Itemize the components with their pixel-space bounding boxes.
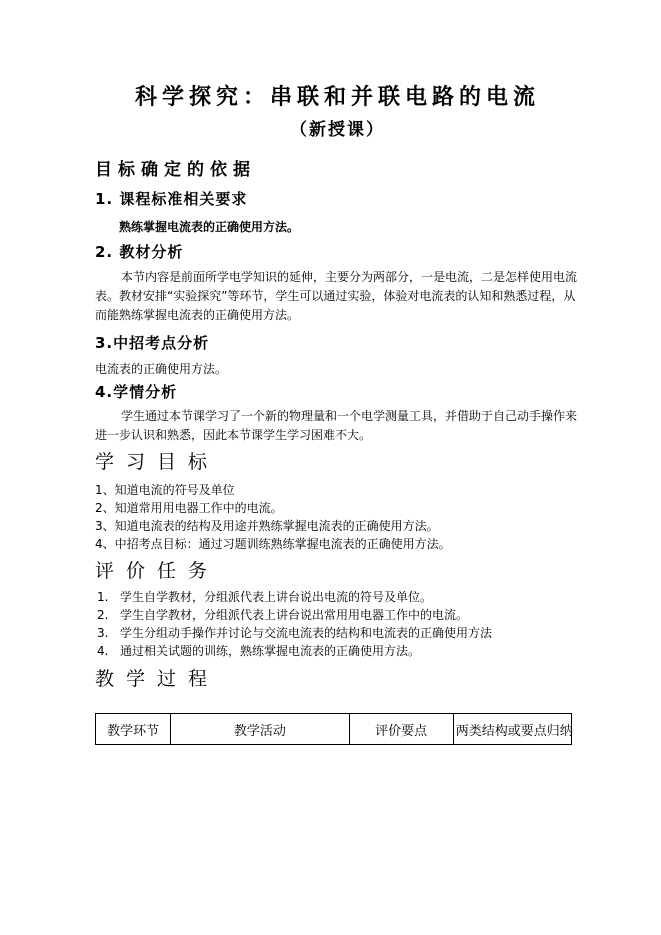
eval-item-text: 学生分组动手操作并讨论与交流电流表的结构和电流表的正确使用方法 [120, 626, 493, 640]
eval-item [95, 606, 580, 624]
document-title: 科学探究：串联和并联电路的电流 [134, 84, 540, 110]
document-subtitle: （新授课） [290, 120, 385, 140]
heading-material-analysis: 2. 教材分析 [95, 243, 184, 261]
eval-item-text: 学生自学教材，分组派代表上讲台说出常用用电器工作中的电流。 [120, 608, 469, 622]
learning-goals-list [95, 481, 580, 553]
teaching-process-table [95, 713, 572, 745]
eval-item-text: 通过相关试题的训练，熟练掌握电流表的正确使用方法。 [120, 644, 421, 658]
eval-item-number: 1. [97, 590, 109, 604]
table-header-row [96, 714, 572, 745]
heading-teaching-process: 教学过程 [95, 668, 220, 690]
eval-item-number: 2. [97, 608, 109, 622]
eval-item [95, 624, 580, 642]
evaluation-tasks-list [95, 588, 580, 660]
exam-point-body: 电流表的正确使用方法。 [95, 362, 228, 376]
table-header-teaching-step: 教学环节 [96, 714, 171, 745]
heading-curriculum-standard: 1. 课程标准相关要求 [95, 190, 248, 208]
goal-item: 3、知道电流表的结构及用途并熟练掌握电流表的正确使用方法。 [95, 519, 439, 533]
table-header-structure-summary: 两类结构或要点归纳 [453, 714, 571, 745]
eval-item-text: 学生自学教材，分组派代表上讲台说出电流的符号及单位。 [120, 590, 433, 604]
eval-item [95, 588, 580, 606]
eval-item-number: 3. [97, 626, 109, 640]
heading-learning-goals: 学习目标 [95, 451, 220, 473]
heading-exam-point-analysis: 3.中招考点分析 [95, 334, 210, 352]
table-header-evaluation-point: 评价要点 [349, 714, 453, 745]
material-analysis-body: 本节内容是前面所学电学知识的延伸，主要分为两部分，一是电流，二是怎样使用电流表。教材安排“实验探究”等环节，学生可以通过实验，体验对电流表的认知和熟悉过程，从而能熟练掌握电流表的正确使用方法。 [95, 270, 578, 322]
table-header-teaching-activity: 教学活动 [171, 714, 349, 745]
goal-item: 2、知道常用用电器工作中的电流。 [95, 501, 283, 515]
heading-evaluation-tasks: 评价任务 [95, 560, 220, 582]
heading-basis: 目标确定的依据 [95, 160, 256, 180]
eval-item-number: 4. [97, 644, 109, 658]
curriculum-standard-body: 熟练掌握电流表的正确使用方法。 [119, 220, 300, 234]
goal-item: 1、知道电流的符号及单位 [95, 483, 235, 497]
learner-analysis-body: 学生通过本节课学习了一个新的物理量和一个电学测量工具，并借助于自己动手操作来进一步认识和熟悉，因此本节课学生学习困难不大。 [95, 409, 578, 442]
goal-item: 4、中招考点目标：通过习题训练熟练掌握电流表的正确使用方法。 [95, 537, 451, 551]
eval-item [95, 642, 580, 660]
heading-learner-analysis: 4.学情分析 [95, 383, 178, 401]
